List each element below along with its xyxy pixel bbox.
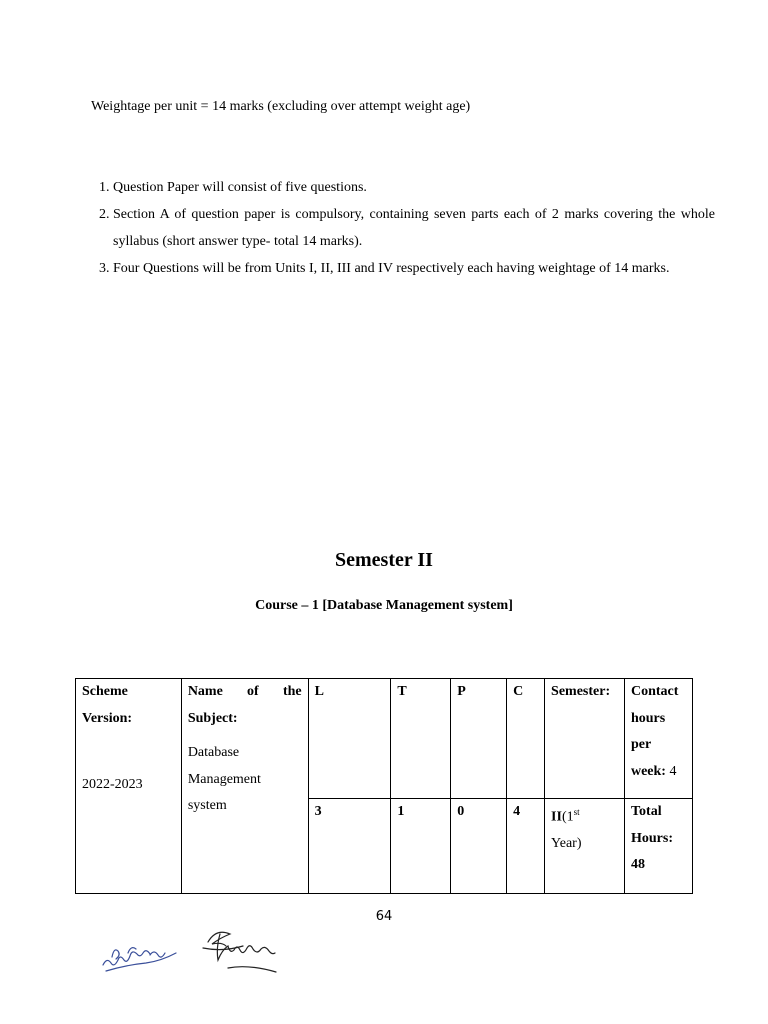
course-scheme-table xyxy=(75,678,693,894)
scheme-version-cell xyxy=(76,679,182,894)
scheme-label: Scheme xyxy=(82,684,128,699)
rule-item: 3. Four Questions will be from Units I, II, III and IV respectively each having weightage of 14 marks. xyxy=(113,255,715,282)
rule-item: 1. Question Paper will consist of five questions. xyxy=(113,174,715,201)
total-hours-cell: Total Hours: 48 xyxy=(624,799,692,894)
lecture-header: L xyxy=(308,679,391,799)
signature-1-image xyxy=(98,935,183,980)
exam-rules-list xyxy=(76,174,715,282)
practical-value: 0 xyxy=(451,799,507,894)
semester-value: II xyxy=(551,809,562,825)
semester-value-cell: II(1st Year) xyxy=(545,799,625,894)
lecture-value: 3 xyxy=(308,799,391,894)
subject-name-cell xyxy=(181,679,308,894)
weightage-note: Weightage per unit = 14 marks (excluding over attempt weight age) xyxy=(91,99,471,114)
credit-header: C xyxy=(507,679,545,799)
scheme-version-value: 2022-2023 xyxy=(82,777,143,792)
practical-header: P xyxy=(451,679,507,799)
total-hours-value: 48 xyxy=(630,857,645,872)
contact-hours-cell: Contact hours per week: 4 xyxy=(624,679,692,799)
subject-name-value: system xyxy=(187,798,227,813)
subject-name-value: Database xyxy=(187,745,240,760)
tutorial-value: 1 xyxy=(391,799,451,894)
tutorial-header: T xyxy=(391,679,451,799)
contact-hours-value: 4 xyxy=(669,763,677,779)
page-number: 64 xyxy=(375,909,393,924)
course-title: Course – 1 [Database Management system] xyxy=(255,598,513,613)
version-label: Version: xyxy=(82,710,133,726)
subject-label-2: Subject: xyxy=(187,710,238,726)
rule-item: 2. Section A of question paper is compulsory, containing seven parts each of 2 marks covering the whole syllabus (short answer type- total 14 marks). xyxy=(113,201,715,255)
semester-header: Semester: xyxy=(545,679,625,799)
signature-2-image xyxy=(198,920,288,980)
subject-name-value: Management xyxy=(187,771,261,787)
semester-title: Semester II xyxy=(335,549,433,571)
subject-label: Name of the xyxy=(187,684,302,699)
credit-value: 4 xyxy=(507,799,545,894)
